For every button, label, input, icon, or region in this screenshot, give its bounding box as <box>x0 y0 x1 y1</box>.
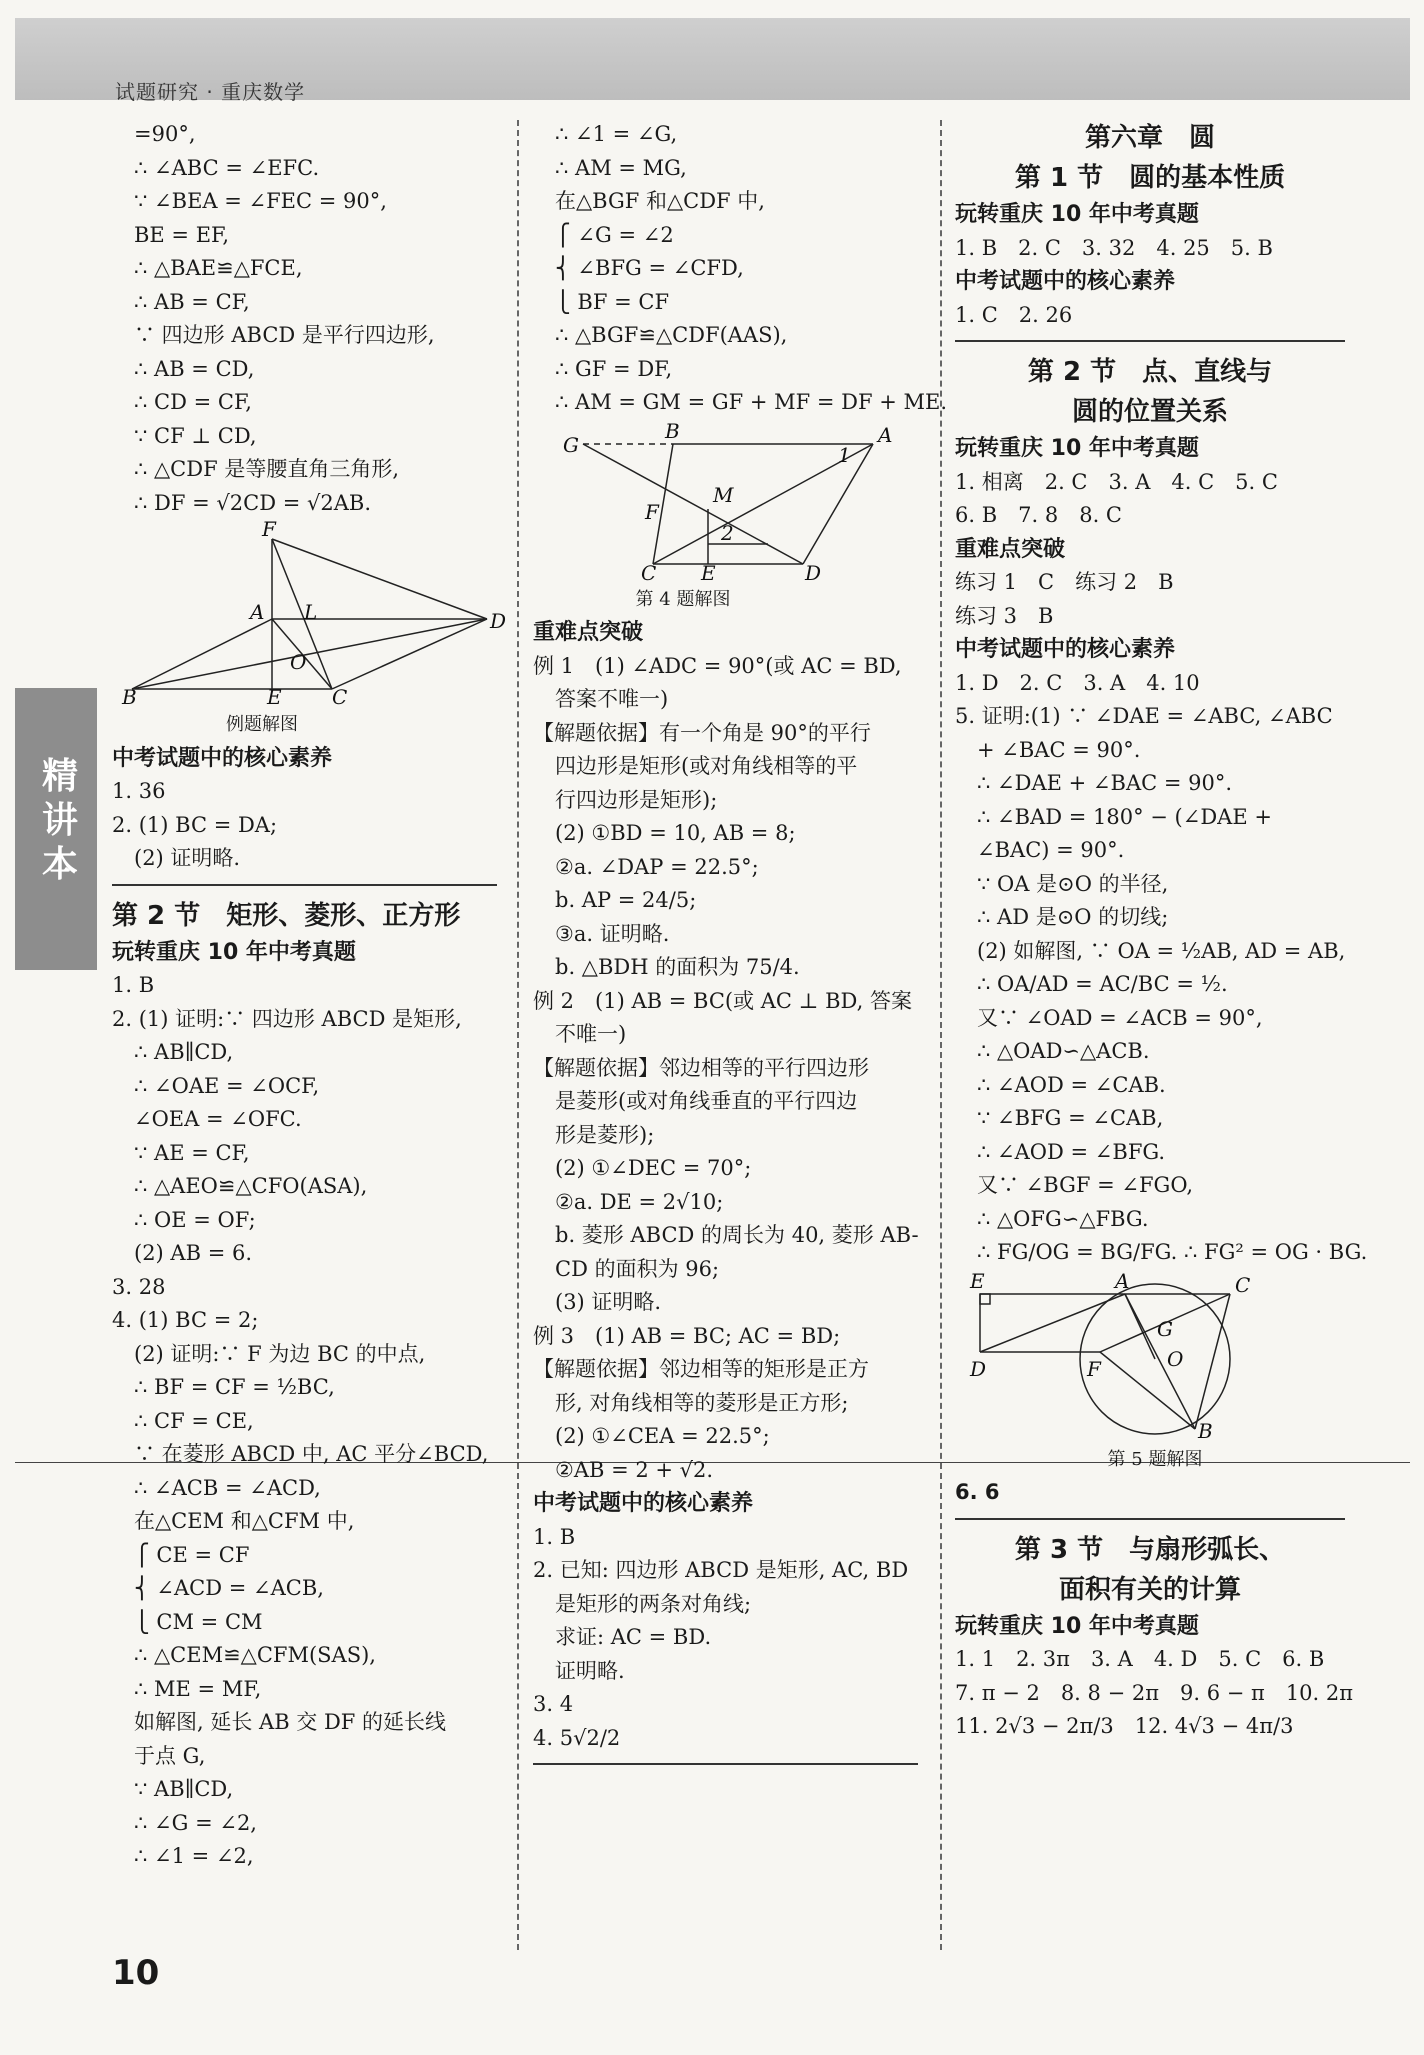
side-tab-label: 精讲本 <box>41 756 78 885</box>
text-line: 不唯一) <box>555 1022 627 1046</box>
text-line: 1. D 2. C 3. A 4. 10 <box>955 670 1200 695</box>
text-line: b. AP = 24/5; <box>555 888 697 912</box>
core-lines <box>533 1521 918 1756</box>
text-line: 2. (1) 证明:∵ 四边形 ABCD 是矩形, <box>112 1006 462 1031</box>
text-line: ∵ CF ⊥ CD, <box>134 423 257 448</box>
section-rule <box>533 1763 918 1765</box>
text-line: 3. 4 <box>533 1692 574 1716</box>
chapter-title: 第六章 圆 <box>1084 123 1215 153</box>
core-title: 中考试题中的核心素养 <box>112 745 333 771</box>
text-line: ∵ OA 是⊙O 的半径, <box>977 871 1169 896</box>
text-line: 又∵ ∠OAD = ∠ACB = 90°, <box>977 1005 1263 1030</box>
figure-caption: 第 5 题解图 <box>1107 1448 1203 1470</box>
section-rule <box>112 884 497 886</box>
text-line: 行四边形是矩形); <box>555 787 718 812</box>
label-b: B <box>122 685 137 709</box>
text-line: 4. 5√2/2 <box>533 1725 621 1750</box>
text-line: ∴ OA/AD = AC/BC = ½. <box>977 972 1228 996</box>
text-line: (3) 证明略. <box>555 1290 662 1314</box>
text-line: 3. 28 <box>112 1274 166 1299</box>
section-2-lines <box>955 466 1345 533</box>
section-rule <box>955 1518 1345 1520</box>
text-line: ∴ CF = CE, <box>134 1408 254 1433</box>
text-line: (2) 证明略. <box>134 846 241 870</box>
label-a: A <box>878 422 893 447</box>
text-line: 四边形是矩形(或对角线相等的平 <box>555 754 858 778</box>
text-line: ∴ △AEO≌△CFO(ASA), <box>134 1174 368 1198</box>
label-d: D <box>805 560 822 585</box>
text-line: ∴ △BGF≌△CDF(AAS), <box>555 323 788 347</box>
example-figure <box>112 517 507 709</box>
text-line: 练习 3 B <box>955 603 1054 628</box>
text-line: ∴ OE = OF; <box>134 1207 256 1232</box>
label-o: O <box>1167 1346 1184 1371</box>
text-line: 证明略. <box>555 1658 625 1683</box>
column-2 <box>533 118 948 1775</box>
text-line: ⎧ CE = CF <box>134 1542 250 1567</box>
fig-line <box>583 444 803 564</box>
fig-line <box>980 1294 1125 1352</box>
text-line: ∴ △OAD∽△ACB. <box>977 1039 1150 1063</box>
text-line: (2) ①∠DEC = 70°; <box>555 1156 752 1180</box>
column-divider <box>517 120 519 1950</box>
text-line: ∴ ∠1 = ∠2, <box>134 1844 254 1868</box>
text-line: 1. 1 2. 3π 3. A 4. D 5. C 6. B <box>955 1647 1325 1671</box>
fig-line <box>132 619 272 689</box>
page-number: 10 <box>112 1953 160 1993</box>
text-line: ∴ FG/OG = BG/FG. ∴ FG² = OG · BG. <box>977 1240 1368 1264</box>
text-line: ∴ AM = GM = GF + MF = DF + ME. <box>555 390 948 414</box>
running-header: 试题研究 · 重庆数学 <box>115 80 306 104</box>
text-line: 求证: AC = BD. <box>555 1625 712 1649</box>
core-lines <box>112 775 497 876</box>
label-f: F <box>645 499 659 524</box>
text-line: 练习 1 C 练习 2 B <box>955 570 1174 594</box>
text-line: ∴ BF = CF = ½BC, <box>134 1375 335 1399</box>
label-d: D <box>490 609 507 633</box>
text-line: 答案不唯一) <box>555 687 669 711</box>
label-c: C <box>641 560 657 585</box>
fig-line <box>332 619 487 689</box>
label-1: 1 <box>838 442 851 467</box>
text-line: 如解图, 延长 AB 交 DF 的延长线 <box>134 1710 447 1734</box>
label-e: E <box>267 685 282 709</box>
figure-caption: 例题解图 <box>226 714 298 735</box>
section-1-core: 中考试题中的核心素养 <box>955 269 1176 294</box>
text-line: ∵ 四边形 ABCD 是平行四边形, <box>134 323 435 347</box>
key-lines <box>533 650 918 1488</box>
label-l: L <box>304 600 318 624</box>
text-line: 2. 已知: 四边形 ABCD 是矩形, AC, BD <box>533 1558 909 1582</box>
label-b: B <box>1198 1418 1213 1443</box>
section-2-title-b: 圆的位置关系 <box>1071 397 1228 427</box>
text-line: ∴ AB = CD, <box>134 356 255 381</box>
label-g: G <box>1157 1316 1173 1341</box>
label-f: F <box>1087 1356 1101 1381</box>
text-line: ③a. 证明略. <box>555 921 670 946</box>
section-3-title-b: 面积有关的计算 <box>1058 1574 1241 1605</box>
section-3-title-a: 第 3 节 与扇形弧长、 <box>1014 1534 1286 1565</box>
text-line: ∵ AB∥CD, <box>134 1777 234 1801</box>
figure-caption: 第 4 题解图 <box>635 588 731 610</box>
solution-lines <box>533 118 948 420</box>
text-line: ∠OEA = ∠OFC. <box>134 1107 302 1131</box>
text-line: b. 菱形 ABCD 的周长为 40, 菱形 AB- <box>555 1223 919 1247</box>
text-line: + ∠BAC = 90°. <box>977 737 1141 762</box>
text-line: ∵ 在菱形 ABCD 中, AC 平分∠BCD, <box>134 1442 489 1466</box>
text-line: (2) AB = 6. <box>134 1241 253 1265</box>
text-line: ∵ ∠BEA = ∠FEC = 90°, <box>134 189 387 213</box>
fig-line <box>132 619 487 689</box>
text-line: ∴ ∠ACB = ∠ACD, <box>134 1475 321 1500</box>
text-line: ②a. DE = 2√10; <box>555 1189 724 1214</box>
section-2-lines <box>112 969 497 1874</box>
text-line: 7. π − 2 8. 8 − 2π 9. 6 − π 10. 2π <box>955 1680 1354 1705</box>
label-b: B <box>665 418 680 443</box>
text-line: BE = EF, <box>134 222 230 247</box>
text-line: ⎩ CM = CM <box>134 1609 263 1634</box>
key-title: 重难点突破 <box>533 620 644 645</box>
text-line: 形, 对角线相等的菱形是正方形; <box>555 1390 849 1415</box>
solution-lines <box>112 118 497 520</box>
text-line: 是菱形(或对角线垂直的平行四边 <box>555 1089 858 1113</box>
text-line: ∴ ∠BAD = 180° − (∠DAE + <box>977 804 1272 829</box>
section-1-lines <box>955 232 1345 266</box>
text-line: 1. B <box>533 1524 576 1549</box>
text-line: ∴ ∠AOD = ∠BFG. <box>977 1139 1166 1164</box>
label-a: A <box>1115 1268 1130 1293</box>
text-line: ⎨ ∠ACD = ∠ACB, <box>134 1576 324 1600</box>
text-line: 4. (1) BC = 2; <box>112 1308 259 1332</box>
text-line: 【解题依据】邻边相等的平行四边形 <box>533 1055 869 1080</box>
text-line: ∠BAC) = 90°. <box>977 838 1125 862</box>
text-line: 1. B 2. C 3. 32 4. 25 5. B <box>955 235 1273 260</box>
fig-line <box>1195 1294 1230 1429</box>
text-line: 1. B <box>112 973 155 997</box>
text-line: 2. (1) BC = DA; <box>112 812 278 837</box>
text-line: ②AB = 2 + √2. <box>555 1457 714 1482</box>
text-line: 在△CEM 和△CFM 中, <box>134 1509 355 1533</box>
text-line: (2) 如解图, ∵ OA = ½AB, AD = AB, <box>977 938 1346 963</box>
section-2-key-lines <box>955 566 1345 633</box>
label-c: C <box>332 685 348 709</box>
core-title: 中考试题中的核心素养 <box>533 1491 754 1516</box>
text-line: ∴ △CEM≌△CFM(SAS), <box>134 1643 376 1667</box>
q4-figure <box>533 418 918 585</box>
label-c: C <box>1235 1272 1251 1297</box>
label-o: O <box>290 650 307 674</box>
label-m: M <box>713 482 734 507</box>
text-line: ∴ ∠OAE = ∠OCF, <box>134 1073 320 1098</box>
text-line: ∴ ∠1 = ∠G, <box>555 122 678 146</box>
text-line: 是矩形的两条对角线; <box>555 1591 752 1616</box>
text-line: 例 1 (1) ∠ADC = 90°(或 AC = BD, <box>533 653 902 678</box>
section-2-subtitle: 玩转重庆 10 年中考真题 <box>955 436 1199 461</box>
text-line: (2) 证明:∵ F 为边 BC 的中点, <box>134 1341 426 1366</box>
text-line: ②a. ∠DAP = 22.5°; <box>555 854 759 879</box>
text-line: 于点 G, <box>134 1743 206 1768</box>
text-line: ∴ GF = DF, <box>555 356 673 381</box>
text-line: 1. 36 <box>112 779 166 803</box>
text-line: ⎨ ∠BFG = ∠CFD, <box>555 256 744 280</box>
text-line: 形是菱形); <box>555 1122 655 1147</box>
text-line: 又∵ ∠BGF = ∠FGO, <box>977 1173 1193 1197</box>
text-line: ⎧ ∠G = ∠2 <box>555 222 674 247</box>
text-line: ∴ CD = CF, <box>134 390 252 414</box>
text-line: 11. 2√3 − 2π/3 12. 4√3 − 4π/3 <box>955 1714 1294 1738</box>
text-line: 【解题依据】有一个角是 90°的平行 <box>533 720 871 745</box>
q5-figure <box>955 1268 1345 1443</box>
text-line: ⎩ BF = CF <box>555 289 670 314</box>
text-line: ∴ AB = CF, <box>134 289 250 314</box>
text-line: ∴ AB∥CD, <box>134 1040 234 1064</box>
section-2-key: 重难点突破 <box>955 536 1066 562</box>
text-line: ∵ AE = CF, <box>134 1140 250 1165</box>
section-2-title: 第 2 节 矩形、菱形、正方形 <box>112 900 461 931</box>
column-1 <box>112 118 507 1874</box>
text-line: (2) ①BD = 10, AB = 8; <box>555 821 796 845</box>
section-3-lines <box>955 1643 1354 1744</box>
text-line: ∴ AD 是⊙O 的切线; <box>977 905 1169 929</box>
section-1-core-lines <box>955 299 1345 333</box>
text-line: 例 3 (1) AB = BC; AC = BD; <box>533 1323 841 1348</box>
text-line: (2) ①∠CEA = 22.5°; <box>555 1424 770 1448</box>
text-line: 在△BGF 和△CDF 中, <box>555 189 765 213</box>
section-2-core: 中考试题中的核心素养 <box>955 637 1176 662</box>
answer-line: 6. 6 <box>955 1480 1000 1504</box>
text-line: ∴ ∠AOD = ∠CAB. <box>977 1072 1166 1097</box>
column-3 <box>955 118 1368 1744</box>
fig-right-angle <box>980 1294 990 1304</box>
section-3-subtitle: 玩转重庆 10 年中考真题 <box>955 1613 1199 1639</box>
text-line: ∴ ∠ABC = ∠EFC. <box>134 155 320 180</box>
text-line: 【解题依据】邻边相等的矩形是正方 <box>533 1357 869 1381</box>
section-2-core-lines <box>955 667 1368 1270</box>
text-line: 1. C 2. 26 <box>955 302 1073 327</box>
text-line: b. △BDH 的面积为 75/4. <box>555 955 800 979</box>
label-e: E <box>701 560 716 585</box>
section-2-subtitle: 玩转重庆 10 年中考真题 <box>112 939 356 965</box>
text-line: ∴ AM = MG, <box>555 155 687 180</box>
text-line: CD 的面积为 96; <box>555 1256 720 1281</box>
label-g: G <box>563 432 579 457</box>
text-line: 6. B 7. 8 8. C <box>955 503 1122 527</box>
fig-line <box>1125 1294 1155 1359</box>
label-2: 2 <box>721 520 734 545</box>
text-line: 5. 证明:(1) ∵ ∠DAE = ∠ABC, ∠ABC <box>955 704 1333 728</box>
label-d: D <box>970 1356 987 1381</box>
text-line: =90°, <box>134 122 196 146</box>
text-line: ∴ △BAE≌△FCE, <box>134 256 303 280</box>
section-2-title-a: 第 2 节 点、直线与 <box>1027 357 1273 387</box>
label-e: E <box>970 1268 985 1293</box>
section-1-subtitle: 玩转重庆 10 年中考真题 <box>955 202 1199 227</box>
text-line: ∴ ∠DAE + ∠BAC = 90°. <box>977 771 1233 795</box>
text-line: ∴ ME = MF, <box>134 1676 262 1701</box>
section-rule <box>955 340 1345 342</box>
text-line: ∴ △OFG∽△FBG. <box>977 1206 1149 1231</box>
text-line: 例 2 (1) AB = BC(或 AC ⊥ BD, 答案 <box>533 988 912 1013</box>
text-line: ∴ ∠G = ∠2, <box>134 1810 257 1835</box>
text-line: 1. 相离 2. C 3. A 4. C 5. C <box>955 469 1278 494</box>
label-f: F <box>262 517 276 541</box>
text-line: ∴ △CDF 是等腰直角三角形, <box>134 457 400 481</box>
text-line: ∴ DF = √2CD = √2AB. <box>134 490 371 515</box>
text-line: ∵ ∠BFG = ∠CAB, <box>977 1106 1164 1130</box>
label-a: A <box>250 600 265 624</box>
section-1-title: 第 1 节 圆的基本性质 <box>1014 163 1286 193</box>
